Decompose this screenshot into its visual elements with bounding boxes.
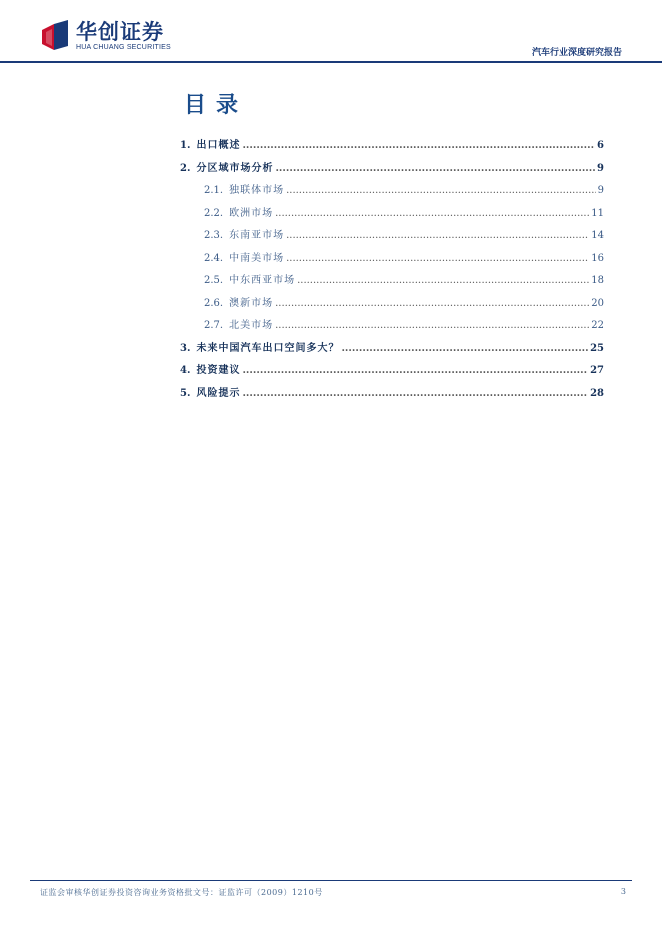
- toc-entry-number: 3.: [180, 342, 191, 354]
- toc-entry-page: 9: [597, 162, 604, 174]
- table-of-contents: [180, 136, 604, 406]
- toc-entry-page: 28: [590, 387, 604, 399]
- toc-entry-label: 独联体市场: [229, 185, 285, 196]
- toc-entry-number: 2.4.: [204, 252, 224, 264]
- toc-entry[interactable]: [180, 316, 604, 339]
- toc-entry-label: 中东西亚市场: [229, 275, 296, 286]
- toc-entry-label: 中南美市场: [229, 252, 285, 264]
- company-name-en: HUA CHUANG SECURITIES: [76, 43, 171, 51]
- toc-leader-dots: [242, 365, 588, 376]
- toc-leader-dots: [286, 253, 589, 264]
- toc-entry[interactable]: [180, 226, 604, 249]
- footer-license: 证监会审核华创证券投资咨询业务资格批文号：证监许可（2009）1210号: [40, 888, 323, 897]
- toc-entry-number: 2.7.: [204, 320, 224, 331]
- toc-leader-dots: [286, 185, 596, 196]
- toc-entry-page: 18: [591, 275, 604, 286]
- toc-leader-dots: [297, 275, 589, 286]
- toc-leader-dots: [341, 343, 588, 354]
- toc-entry-page: 27: [590, 365, 604, 376]
- company-logo: [40, 20, 171, 52]
- toc-entry-page: 22: [591, 320, 604, 331]
- toc-entry-label: 欧洲市场: [229, 207, 274, 219]
- toc-entry[interactable]: [180, 361, 604, 384]
- toc-entry[interactable]: [180, 384, 604, 407]
- toc-entry[interactable]: [180, 339, 604, 362]
- toc-leader-dots: [275, 298, 589, 309]
- report-type: 汽车行业深度研究报告: [531, 48, 622, 58]
- toc-entry[interactable]: [180, 271, 604, 294]
- toc-entry-label: 分区域市场分析: [196, 162, 274, 174]
- toc-leader-dots: [242, 140, 595, 151]
- toc-entry-page: 11: [591, 207, 604, 219]
- toc-entry[interactable]: [180, 181, 604, 204]
- toc-leader-dots: [275, 163, 595, 174]
- toc-entry-page: 25: [590, 342, 604, 354]
- toc-entry-label: 北美市场: [229, 320, 274, 331]
- toc-entry-page: 16: [591, 252, 604, 264]
- toc-entry-number: 2.: [180, 162, 191, 174]
- toc-entry-page: 20: [591, 297, 604, 309]
- toc-entry[interactable]: [180, 204, 604, 227]
- toc-entry-number: 2.1.: [204, 185, 224, 196]
- toc-entry-label: 澳新市场: [229, 297, 274, 309]
- toc-entry-label: 投资建议: [196, 365, 241, 376]
- toc-entry-number: 4.: [180, 365, 191, 376]
- toc-entry-number: 2.2.: [204, 207, 224, 219]
- page-number: 3: [620, 887, 626, 896]
- toc-entry-page: 9: [597, 185, 604, 196]
- toc-title: 目录: [184, 93, 249, 118]
- toc-entry[interactable]: [180, 159, 604, 182]
- toc-entry-number: 2.5.: [204, 275, 224, 286]
- toc-entry-label: 出口概述: [196, 140, 241, 151]
- toc-entry-number: 2.6.: [204, 297, 224, 309]
- toc-entry-label: 风险提示: [196, 387, 241, 399]
- toc-entry-number: 1.: [180, 140, 191, 151]
- toc-entry-label: 未来中国汽车出口空间多大？: [196, 342, 340, 354]
- toc-entry[interactable]: [180, 294, 604, 317]
- footer-divider: [30, 880, 632, 881]
- toc-entry-page: 14: [591, 230, 604, 241]
- company-name-cn: 华创证券: [76, 19, 164, 44]
- header-divider: [0, 61, 662, 63]
- toc-entry[interactable]: [180, 249, 604, 272]
- toc-entry-label: 东南亚市场: [229, 230, 285, 241]
- toc-entry-number: 5.: [180, 387, 191, 399]
- toc-entry-page: 6: [597, 140, 604, 151]
- toc-entry-number: 2.3.: [204, 230, 224, 241]
- toc-leader-dots: [275, 208, 589, 219]
- toc-entry[interactable]: [180, 136, 604, 159]
- logo-mark-icon: [40, 20, 70, 52]
- toc-leader-dots: [275, 320, 589, 331]
- page-header: [0, 0, 662, 64]
- toc-leader-dots: [286, 230, 589, 241]
- toc-leader-dots: [242, 388, 588, 399]
